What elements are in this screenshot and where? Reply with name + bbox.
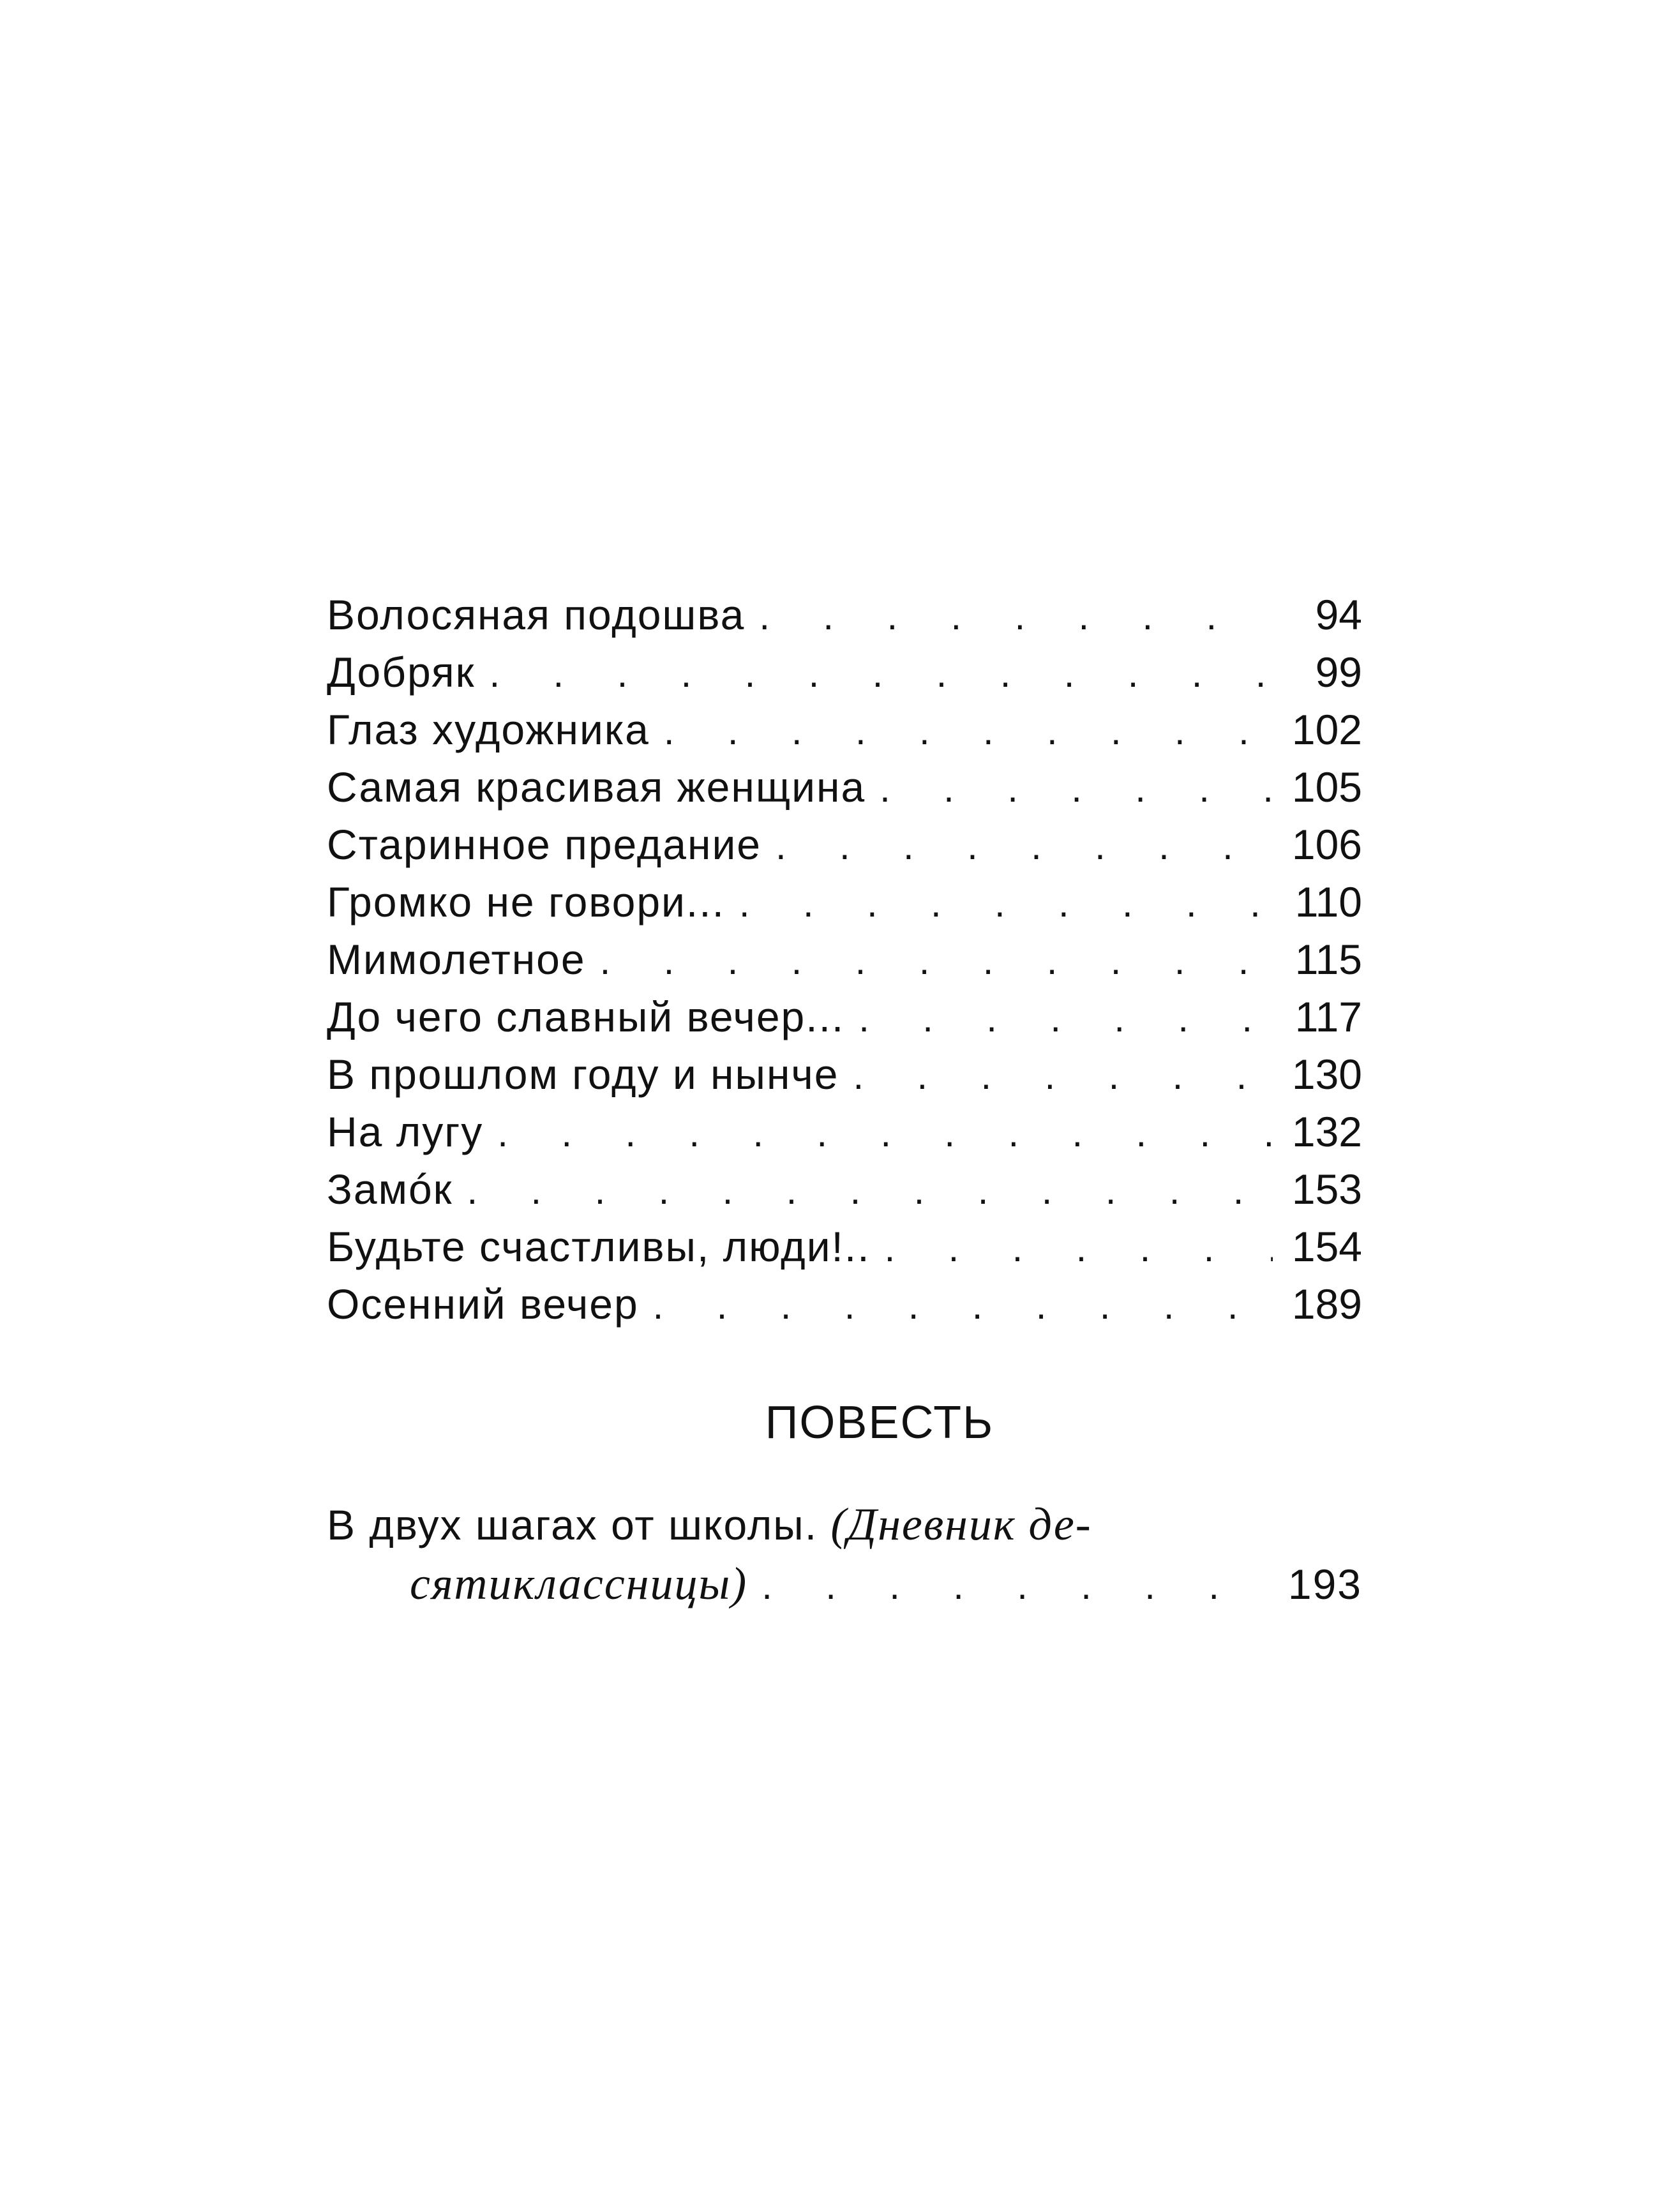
section-heading: ПОВЕСТЬ: [765, 1397, 994, 1448]
toc-entry-title: Глаз художника: [327, 706, 650, 753]
toc-entry: [327, 1160, 1362, 1218]
toc-entry: [327, 758, 1362, 816]
toc-entry: [327, 1103, 1362, 1160]
novel-subtitle-part-1: (Дневник де-: [830, 1499, 1092, 1550]
toc-entry: [327, 643, 1362, 701]
toc-entry-title: Волосяная подошва: [327, 591, 746, 638]
novel-page: 193: [1287, 1561, 1362, 1608]
toc-entry: [327, 873, 1362, 931]
toc-entry-page: 154: [1291, 1223, 1362, 1270]
dot-leader: [871, 1220, 1273, 1277]
toc-entry-page: 117: [1294, 993, 1362, 1040]
dot-leader: [453, 1162, 1273, 1220]
toc-entry-title: Будьте счастливы, люди!..: [327, 1223, 871, 1270]
toc-entry-page: 110: [1294, 878, 1362, 925]
toc-entry-title: Замóк: [327, 1165, 453, 1213]
novel-entry-line-1: [327, 1495, 1362, 1554]
novel-entry: [327, 1495, 1362, 1615]
novel-entry-line-2: [327, 1554, 1362, 1615]
toc-entry-page: 189: [1291, 1280, 1362, 1328]
toc-entry: [327, 1218, 1362, 1275]
toc-entry-title: Осенний вечер: [327, 1280, 639, 1328]
dot-leader: [639, 1277, 1273, 1335]
novel-subtitle-part-2: сятиклассницы): [410, 1558, 748, 1609]
dot-leader: [761, 818, 1273, 875]
dot-leader: [839, 1047, 1273, 1105]
toc-entry-title: Мимолетное: [327, 936, 586, 983]
toc-entry-page: 105: [1291, 763, 1362, 811]
toc-entry-page: 153: [1291, 1165, 1362, 1213]
toc-entry-page: 130: [1291, 1051, 1362, 1098]
toc-entry-title: В прошлом году и нынче: [327, 1051, 839, 1098]
dot-leader: [866, 760, 1273, 818]
dot-leader: [725, 875, 1273, 933]
toc-entry-page: 115: [1294, 936, 1362, 983]
dot-leader: [650, 703, 1273, 760]
toc-entry-title: Старинное предание: [327, 821, 762, 868]
toc-entry: [327, 1045, 1362, 1103]
dot-leader: [844, 990, 1273, 1047]
toc-entry-page: 106: [1291, 821, 1362, 868]
dot-leader: [745, 588, 1273, 645]
toc-entry: [327, 701, 1362, 758]
table-of-contents: [327, 586, 1362, 1333]
toc-entry-title: Громко не говори...: [327, 878, 725, 925]
toc-entry: [327, 816, 1362, 873]
toc-entry-page: 132: [1291, 1108, 1362, 1155]
toc-entry-title: Самая красивая женщина: [327, 763, 866, 811]
toc-entry: [327, 1275, 1362, 1333]
toc-entry: [327, 586, 1362, 643]
toc-entry-page: 99: [1315, 648, 1362, 696]
dot-leader: [586, 933, 1273, 990]
dot-leader: [483, 1105, 1273, 1162]
toc-entry-page: 94: [1315, 591, 1362, 638]
toc-entry-page: 102: [1291, 706, 1362, 753]
dot-leader: [476, 645, 1273, 703]
dot-leader: [747, 1557, 1273, 1615]
toc-entry-title: На лугу: [327, 1108, 484, 1155]
toc-entry-title: До чего славный вечер...: [327, 993, 845, 1040]
toc-entry-title: Добряк: [327, 648, 476, 696]
toc-entry: [327, 931, 1362, 988]
toc-entry: [327, 988, 1362, 1045]
novel-title: В двух шагах от школы.: [327, 1501, 818, 1548]
